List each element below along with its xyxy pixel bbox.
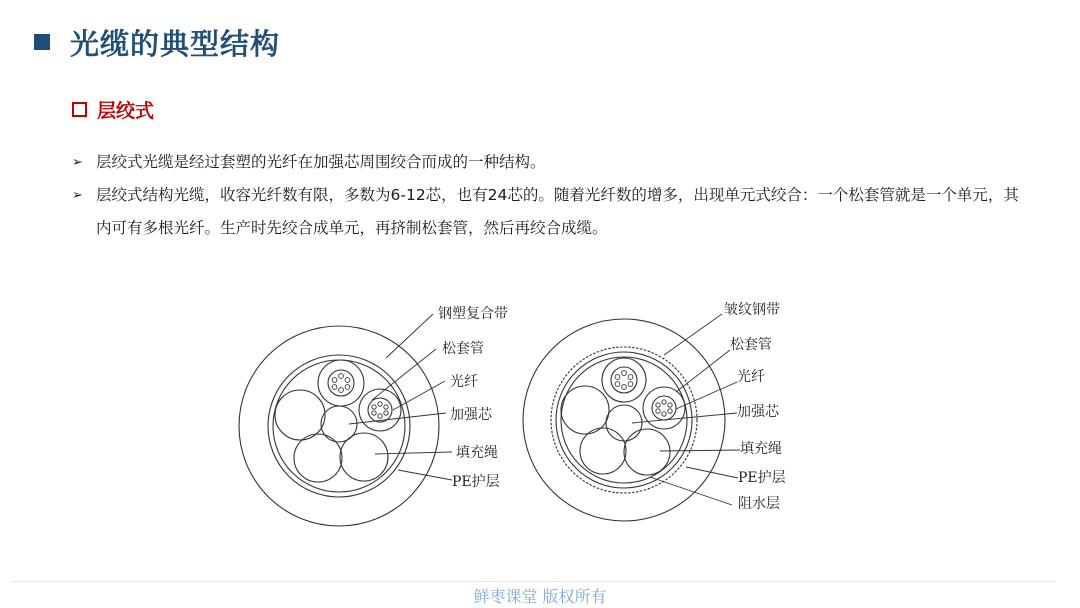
filler-rope (624, 429, 670, 475)
filler-rope (561, 386, 609, 434)
cable-diagram-right (523, 301, 786, 521)
fiber-group (656, 400, 672, 416)
arrow-bullet-icon: ➢ (72, 155, 83, 170)
filler-rope (275, 390, 325, 440)
water-blocking-layer (556, 352, 692, 488)
loose-tube (318, 360, 364, 406)
label-loose-tube: 松套管 (730, 337, 772, 353)
footer-divider (12, 581, 1056, 582)
fiber-group (332, 374, 350, 393)
label-group (724, 301, 786, 512)
page-title-text: 光缆的典型结构 (70, 26, 281, 61)
bullet-text: 层绞式光缆是经过套塑的光纤在加强芯周围绞合而成的一种结构。 (96, 153, 546, 171)
pe-sheath-outer (523, 319, 725, 521)
footer-copyright: 鲜枣课堂 版权所有 (473, 587, 607, 606)
label-fiber: 光纤 (450, 374, 478, 390)
pe-sheath-outer (239, 326, 439, 526)
filler-rope (340, 433, 388, 481)
label-filler-rope: 填充绳 (456, 445, 498, 461)
section-heading-text: 层绞式 (97, 100, 155, 122)
label-loose-tube: 松套管 (442, 341, 484, 357)
cable-diagram-left (239, 305, 508, 526)
loose-tube (359, 389, 401, 431)
label-filler-rope: 填充绳 (740, 441, 782, 457)
label-group (438, 305, 508, 490)
label-corrugated-steel-tape: 皱纹钢带 (724, 302, 780, 318)
fiber-group (372, 402, 388, 418)
label-strength-member: 加强芯 (737, 404, 779, 420)
inner-core-boundary (273, 360, 405, 492)
label-steel-plastic-tape: 钢塑复合带 (438, 306, 508, 322)
filler-rope (294, 434, 342, 482)
label-pe-sheath: PE护层 (452, 474, 500, 490)
corrugated-steel-tape (551, 347, 697, 493)
loose-tube (602, 358, 646, 402)
label-pe-sheath: PE护层 (738, 470, 786, 486)
arrow-bullet-icon: ➢ (72, 188, 83, 203)
filler-rope (580, 428, 626, 474)
leader-lines (349, 314, 452, 480)
fiber-group (615, 371, 633, 390)
label-water-blocking-layer: 阻水层 (738, 496, 780, 512)
bullet-text: 层绞式结构光缆，收容光纤数有限，多数为6-12芯，也有24芯的。随着光纤数的增多，出现单元式绞合：一个松套管就是一个单元，其内可有多根光纤。生产时先绞合成单元，再挤制松套管，然后再绞合成缆。 (96, 186, 1019, 237)
label-strength-member: 加强芯 (450, 407, 492, 423)
label-fiber: 光纤 (737, 369, 765, 385)
